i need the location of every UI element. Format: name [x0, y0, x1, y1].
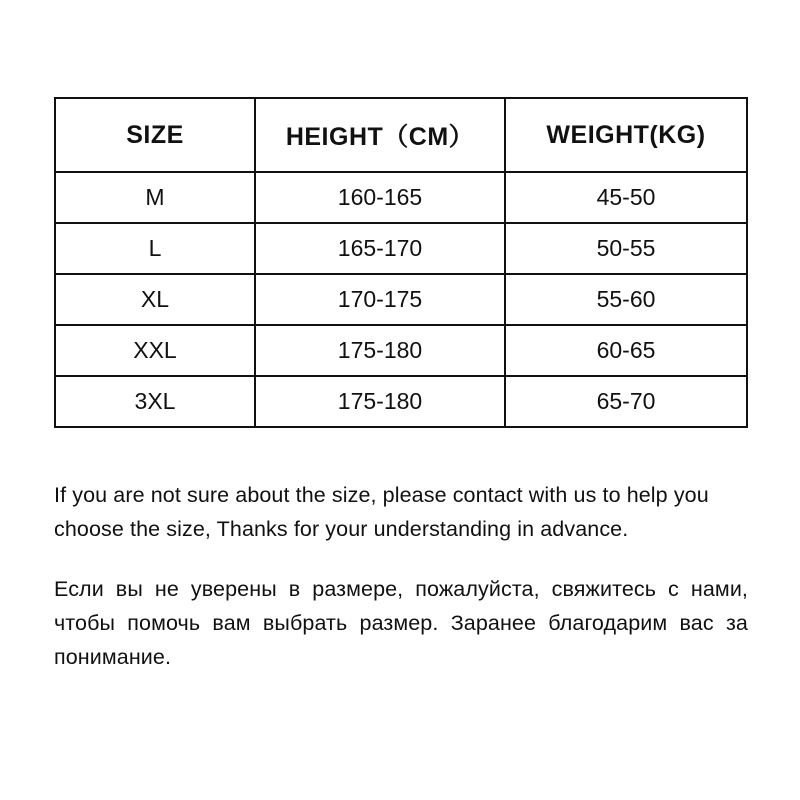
- column-header-size: SIZE: [55, 98, 255, 172]
- cell-weight: 65-70: [505, 376, 747, 427]
- cell-height: 170-175: [255, 274, 505, 325]
- cell-weight: 60-65: [505, 325, 747, 376]
- cell-size: L: [55, 223, 255, 274]
- cell-height: 165-170: [255, 223, 505, 274]
- cell-size: XXL: [55, 325, 255, 376]
- table-row: [55, 376, 747, 427]
- cell-size: XL: [55, 274, 255, 325]
- table-header-row: [55, 98, 747, 172]
- note-english: If you are not sure about the size, please contact with us to help you choose the size, Thanks for your understanding in advance.: [54, 483, 709, 541]
- cell-weight: 45-50: [505, 172, 747, 223]
- size-table-header: [55, 98, 747, 172]
- note-russian: Если вы не уверены в размере, пожалуйста, свяжитесь с нами, чтобы помочь вам выбрать размер. Заранее благодарим вас за понимание.: [54, 577, 748, 669]
- table-row: [55, 223, 747, 274]
- size-table-container: [54, 97, 746, 428]
- cell-height: 175-180: [255, 376, 505, 427]
- cell-size: M: [55, 172, 255, 223]
- table-row: [55, 274, 747, 325]
- table-row: [55, 172, 747, 223]
- cell-height: 160-165: [255, 172, 505, 223]
- cell-weight: 55-60: [505, 274, 747, 325]
- column-header-weight: WEIGHT(KG): [505, 98, 747, 172]
- notes-section: [54, 478, 748, 674]
- cell-weight: 50-55: [505, 223, 747, 274]
- size-table-body: [55, 172, 747, 427]
- column-header-height: HEIGHT（CM）: [255, 98, 505, 172]
- cell-height: 175-180: [255, 325, 505, 376]
- cell-size: 3XL: [55, 376, 255, 427]
- table-row: [55, 325, 747, 376]
- size-table: [54, 97, 748, 428]
